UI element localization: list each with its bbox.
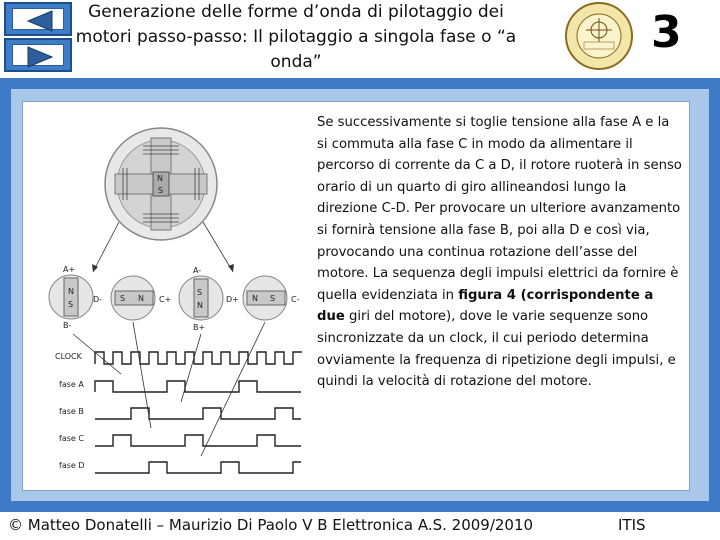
next-slide-button[interactable] [4, 38, 72, 72]
clock-label: CLOCK [55, 352, 82, 361]
timing-waveforms [95, 352, 302, 473]
rotor-position-c [93, 276, 171, 320]
content-panel [22, 101, 690, 491]
d-plus-label: D+ [226, 295, 239, 304]
body-paragraph-part1: Se successivamente si toglie tensione alla fase A e la si commuta alla fase C in modo da alimentare il percorso di corrente da C a D, il rotore ruoterà in senso orario di un quarto di giro allineandosi lungo la direzione C-D. Per provocare un ulteriore avanzamento si fornirà tensione alla fase B, poi alla D e così via, provocando una continua rotazione dell’asse del motore. La sequenza degli impulsi elettrici da fornire è quella evidenziata in [317, 115, 682, 303]
previous-slide-button[interactable] [4, 2, 72, 36]
b-n-label: N [197, 301, 203, 310]
c-minus-label: C- [291, 295, 300, 304]
body-paragraph-part2: giri del motore), dove le varie sequenze sono sincronizzate da un clock, il cui periodo determina ovviamente la frequenza di ripetizione degli impulsi, e quindi la velocità di rotazione del motore. [317, 309, 676, 390]
clock-waveform [95, 352, 302, 364]
footer-school: ITIS [618, 516, 646, 534]
a-s-label: S [68, 300, 74, 309]
footer [0, 512, 720, 540]
slide-number: 3 [651, 7, 682, 58]
d-n-label: N [252, 294, 258, 303]
fase-b-label: fase B [59, 407, 84, 416]
b-minus-label-a: B- [63, 321, 72, 330]
c-n-label: N [138, 294, 144, 303]
b-s-label: S [197, 288, 203, 297]
body-text [317, 112, 683, 393]
c-s-label: S [120, 294, 126, 303]
b-plus-label: B+ [193, 323, 206, 332]
school-logo [562, 0, 636, 72]
rotor-position-a [49, 265, 93, 330]
rotor-position-d [226, 276, 300, 320]
slide-title: Generazione delle forme d’onda di pilotaggio dei motori passo-passo: Il pilotaggio a singola fase o “a onda” [75, 2, 517, 72]
timing-arrows [73, 322, 265, 456]
content-frame [0, 78, 720, 512]
a-minus-label: A- [193, 266, 202, 275]
footer-credit: © Matteo Donatelli – Maurizio Di Paolo V B Elettronica A.S. 2009/2010 [8, 516, 534, 534]
body-figure-reference: figura 4 (corrispondente a due [317, 287, 654, 325]
d-s-label: S [270, 294, 276, 303]
phase-waveform-0 [95, 381, 301, 392]
rotor-s-label: S [158, 186, 164, 195]
triangle-left-icon [6, 4, 74, 38]
rotor-position-b [179, 266, 223, 332]
phase-waveform-3 [95, 462, 301, 473]
rotor-n-label: N [157, 174, 163, 183]
phase-waveform-2 [95, 435, 301, 446]
triangle-right-icon [6, 40, 74, 74]
fase-a-label: fase A [59, 380, 84, 389]
c-plus-label: C+ [159, 295, 172, 304]
fase-c-label: fase C [59, 434, 84, 443]
a-n-label: N [68, 287, 74, 296]
a-plus-label: A+ [63, 265, 76, 274]
d-minus-label: D- [93, 295, 103, 304]
stepper-motor-figure [33, 112, 309, 478]
phase-waveform-1 [95, 408, 301, 419]
fase-d-label: fase D [59, 461, 85, 470]
motor-diagram-top [92, 128, 234, 272]
